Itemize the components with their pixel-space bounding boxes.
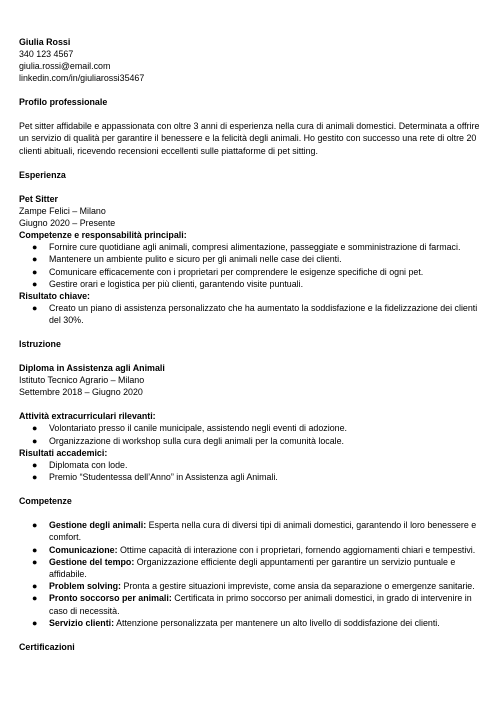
- phone-number: 340 123 4567: [19, 49, 74, 59]
- bullet-icon: ●: [32, 544, 38, 555]
- profile-text: Pet sitter affidabile e appassionata con oltre 3 anni di esperienza nella cura di animali domestici. Determinata a offrire un servizio di qualità per garantire il benessere e la felicità degli animali. Ho gestito con successo una rete di oltre 20 clienti abituali, ricevendo recensioni eccellenti sulle piattaforme di pet sitting.: [19, 121, 480, 156]
- bullet-icon: ●: [32, 278, 38, 289]
- bullet-icon: ●: [32, 459, 38, 470]
- linkedin-url: linkedin.com/in/giuliarossi35467: [19, 73, 145, 83]
- list-item: ● Premio “Studentessa dell’Anno” in Assistenza agli Animali.: [32, 472, 278, 483]
- list-item: ● Gestire orari e logistica per più clienti, garantendo visite puntuali.: [32, 278, 304, 289]
- education-dates: Settembre 2018 – Giugno 2020: [19, 387, 143, 398]
- skill-item: ● Gestione degli animali: Esperta nella cura di diversi tipi di animali domestici, garantendo il loro benessere e comfort.: [32, 520, 477, 543]
- academic-results-heading: Risultati accademici:: [19, 447, 108, 458]
- list-item: ● Diplomata con lode.: [32, 459, 128, 470]
- skill-item: ● Gestione del tempo: Organizzazione efficiente degli appuntamenti per garantire un servizio puntuale e affidabile.: [32, 556, 456, 580]
- skill-item: ● Servizio clienti: Attenzione personalizzata per mantenere un alto livello di soddisfazione dei clienti.: [32, 617, 440, 628]
- profile-heading: Profilo professionale: [19, 97, 108, 107]
- bullet-icon: ●: [32, 266, 38, 277]
- degree-title: Diploma in Assistenza agli Animali: [19, 363, 165, 374]
- education-heading: Istruzione: [19, 339, 61, 350]
- certifications-heading: Certificazioni: [19, 642, 75, 653]
- skill-item: ● Problem solving: Pronta a gestire situazioni impreviste, come ansia da separazione o emergenze sanitarie.: [32, 581, 475, 592]
- bullet-icon: ●: [32, 242, 38, 253]
- key-result-list: [19, 302, 481, 326]
- activities-list: [19, 422, 481, 446]
- list-item: ● Mantenere un ambiente pulito e sicuro per gli animali nelle case dei clienti.: [32, 254, 342, 265]
- responsibilities-list: [19, 241, 481, 290]
- bullet-icon: ●: [32, 617, 38, 628]
- candidate-name: Giulia Rossi: [19, 37, 71, 47]
- skills-list: [19, 519, 481, 629]
- bullet-icon: ●: [32, 435, 38, 446]
- bullet-icon: ●: [32, 581, 38, 592]
- resume-content: [19, 36, 481, 653]
- bullet-icon: ●: [32, 520, 38, 531]
- academic-results-list: [19, 459, 481, 483]
- skill-item: ● Comunicazione: Ottime capacità di interazione con i proprietari, fornendo aggiornamenti chiari e tempestivi.: [32, 544, 476, 555]
- job-company: Zampe Felici – Milano: [19, 206, 106, 217]
- list-item: ● Organizzazione di workshop sulla cura degli animali per la comunità locale.: [32, 435, 344, 446]
- job-dates: Giugno 2020 – Presente: [19, 218, 116, 229]
- key-result-heading: Risultato chiave:: [19, 291, 91, 302]
- list-item: ● Volontariato presso il canile municipale, assistendo negli eventi di adozione.: [32, 423, 347, 434]
- skills-heading: Competenze: [19, 496, 72, 507]
- experience-heading: Esperienza: [19, 170, 66, 181]
- bullet-icon: ●: [32, 593, 38, 604]
- bullet-icon: ●: [32, 254, 38, 265]
- responsibilities-heading: Competenze e responsabilità principali:: [19, 230, 187, 241]
- skill-item: ● Pronto soccorso per animali: Certificata in primo soccorso per animali domestici, in grado di intervenire in caso di necessità.: [32, 593, 472, 616]
- job-role: Pet Sitter: [19, 194, 58, 205]
- bullet-icon: ●: [32, 423, 38, 434]
- list-item: ● Fornire cure quotidiane agli animali, compresi alimentazione, passeggiate e somministrazione di farmaci.: [32, 242, 461, 253]
- email-address: giulia.rossi@email.com: [19, 61, 111, 71]
- school-name: Istituto Tecnico Agrario – Milano: [19, 375, 145, 386]
- list-item: ● Comunicare efficacemente con i proprietari per comprendere le esigenze specifiche di ogni pet.: [32, 266, 424, 277]
- bullet-icon: ●: [32, 303, 38, 314]
- activities-heading: Attività extracurriculari rilevanti:: [19, 411, 156, 422]
- list-item: ● Creato un piano di assistenza personalizzato che ha aumentato la soddisfazione e la fidelizzazione dei clienti del 30%.: [32, 303, 478, 326]
- bullet-icon: ●: [32, 556, 38, 567]
- bullet-icon: ●: [32, 472, 38, 483]
